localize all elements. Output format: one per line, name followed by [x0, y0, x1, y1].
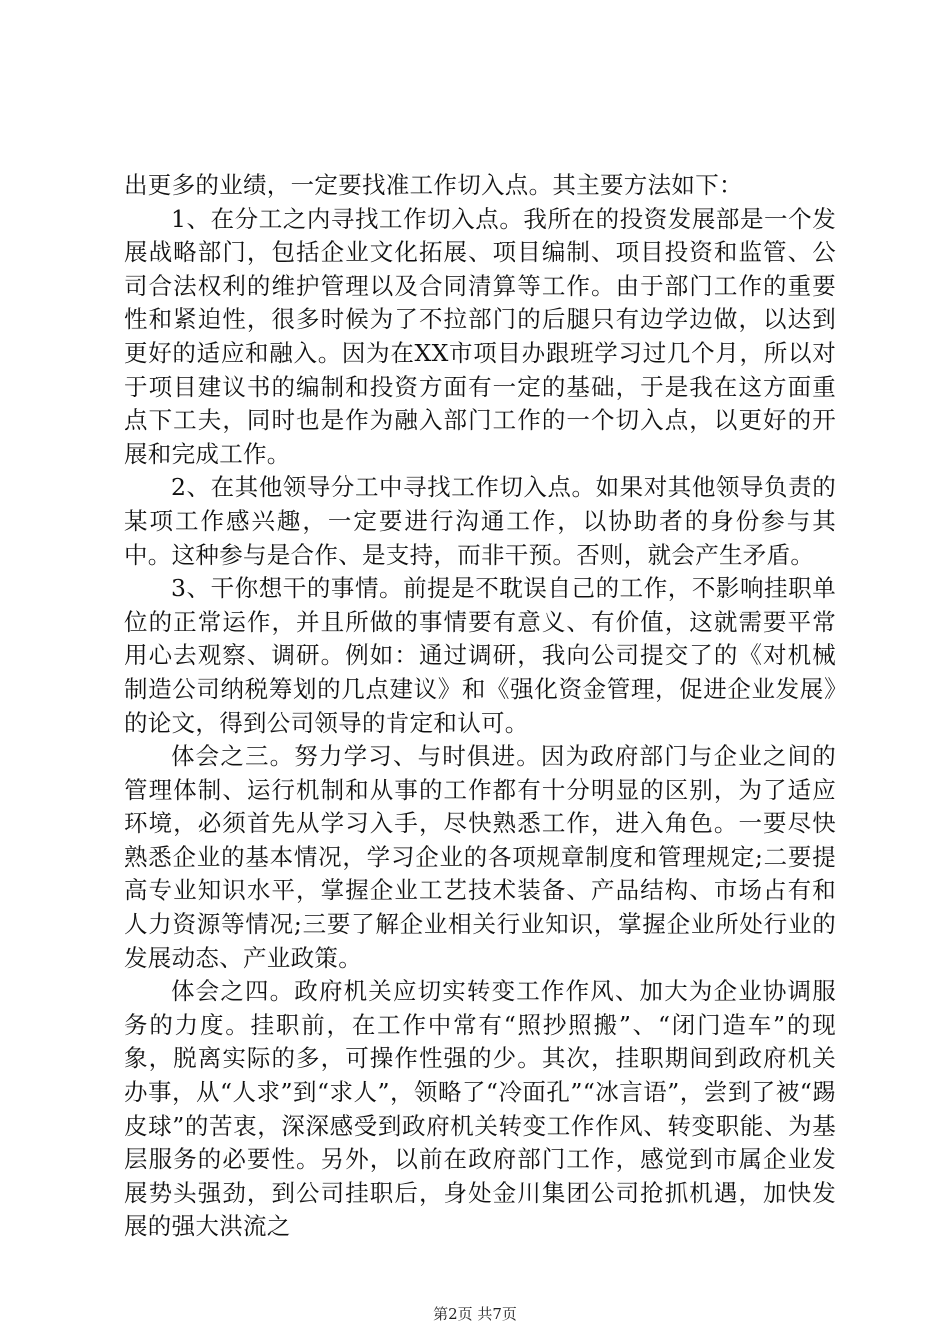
paragraph-4: 3、干你想干的事情。前提是不耽误自己的工作，不影响挂职单位的正常运作，并且所做的事情要有意义、有价值，这就需要平常用心去观察、调研。例如：通过调研，我向公司提交了的《对机械制造公司纳税筹划的几点建议》和《强化资金管理，促进企业发展》的论文，得到公司领导的肯定和认可。	[124, 574, 836, 737]
page-number-footer: 第2页 共7页	[433, 1305, 517, 1323]
paragraph-6: 体会之四。政府机关应切实转变工作作风、加大为企业协调服务的力度。挂职前，在工作中常有“照抄照搬”、“闭门造车”的现象，脱离实际的多，可操作性强的少。其次，挂职期间到政府机关办事，从“人求”到“求人”，领略了“冷面孔”“冰言语”，尝到了被“踢皮球”的苦衷，深深感受到政府机关转变工作作风、转变职能、为基层服务的必要性。另外，以前在政府部门工作，感觉到市属企业发展势头强劲，到公司挂职后，身处金川集团公司抢抓机遇，加快发展的强大洪流之	[124, 977, 836, 1241]
paragraph-2: 1、在分工之内寻找工作切入点。我所在的投资发展部是一个发展战略部门，包括企业文化拓展、项目编制、项目投资和监管、公司合法权利的维护管理以及合同清算等工作。由于部门工作的重要性和紧迫性，很多时候为了不拉部门的后腿只有边学边做，以达到更好的适应和融入。因为在XX市项目办跟班学习过几个月，所以对于项目建议书的编制和投资方面有一定的基础，于是我在这方面重点下工夫，同时也是作为融入部门工作的一个切入点，以更好的开展和完成工作。	[124, 204, 836, 468]
paragraph-5: 体会之三。努力学习、与时俱进。因为政府部门与企业之间的管理体制、运行机制和从事的工作都有十分明显的区别，为了适应环境，必须首先从学习入手，尽快熟悉工作，进入角色。一要尽快熟悉企业的基本情况，学习企业的各项规章制度和管理规定;二要提高专业知识水平，掌握企业工艺技术装备、产品结构、市场占有和人力资源等情况;三要了解企业相关行业知识，掌握企业所处行业的发展动态、产业政策。	[124, 742, 836, 972]
paragraph-1: 出更多的业绩，一定要找准工作切入点。其主要方法如下：	[124, 171, 743, 199]
paragraph-3: 2、在其他领导分工中寻找工作切入点。如果对其他领导负责的某项工作感兴趣，一定要进行沟通工作，以协助者的身份参与其中。这种参与是合作、是支持，而非干预。否则，就会产生矛盾。	[124, 473, 836, 569]
document-body	[124, 169, 836, 1244]
